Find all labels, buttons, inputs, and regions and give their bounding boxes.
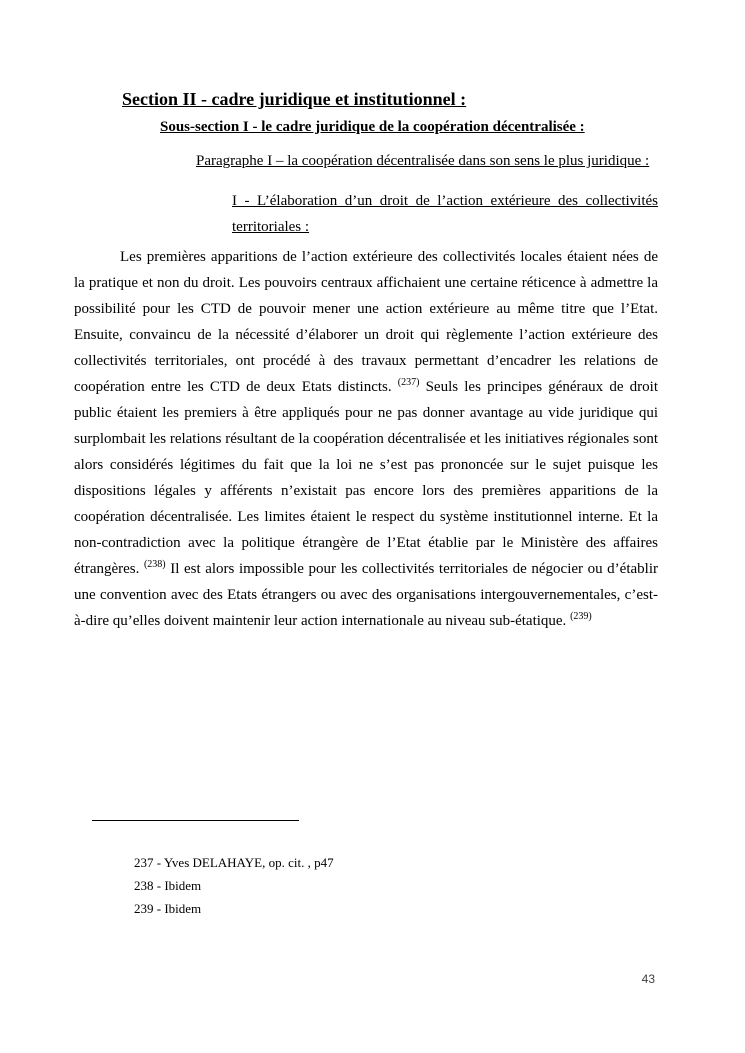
footnote-239: 239 - Ibidem: [134, 901, 202, 916]
body-paragraph: [74, 244, 658, 634]
footnote-237: 237 - Yves DELAHAYE, op. cit. , p47: [134, 855, 334, 870]
subsection-heading: Sous-section I - le cadre juridique de la coopération décentralisée :: [160, 119, 585, 135]
footnote-ref-238: (238): [143, 559, 166, 570]
paragraph-heading: Paragraphe I – la coopération décentralisée dans son sens le plus juridique :: [196, 153, 650, 169]
page-number: 43: [641, 972, 655, 986]
body-text-part-1: Les premières apparitions de l’action extérieure des collectivités locales étaient nées de la pratique et non du droit. Les pouvoirs centraux affichaient une certaine réticence à admettre la possibilité pour les CTD de pouvoir mener une action extérieure au même titre que l’Etat. Ensuite, convaincu de la nécessité d’élaborer un droit qui règlemente l’action extérieure des collectivités territoriales, ont procédé à des travaux permettant d’encadrer les relations de coopération entre les CTD de deux Etats distincts.: [74, 249, 658, 395]
section-heading: Section II - cadre juridique et institutionnel :: [122, 89, 467, 109]
body-text-part-3: Il est alors impossible pour les collectivités territoriales de négocier ou d’établir une convention avec des Etats étrangers ou avec des organisations intergouvernementales, c’est-à-dire qu’elles doivent maintenir leur action internationale au niveau sub-étatique.: [74, 561, 658, 629]
footnote-ref-237: (237): [397, 377, 420, 388]
footnote-separator: [92, 820, 299, 821]
footnote-238: 238 - Ibidem: [134, 878, 202, 893]
footnote-ref-239: (239): [570, 611, 592, 622]
body-text-part-2: Seuls les principes généraux de droit public étaient les premiers à être appliqués pour ne pas donner avantage au vide juridique qui surplombait les relations résultant de la coopération décentralisée et les initiatives régionales sont alors considérés légitimes du fait que la loi ne s’est pas prononcée sur le sujet puisque les dispositions légales y afférents n’existait pas encore lors des premières apparitions de la coopération décentralisée. Les limites étaient le respect du système institutionnel interne. Et la non-contradiction avec la politique étrangère de l’Etat établie par le Ministère des affaires étrangères.: [74, 379, 658, 577]
point-heading: I - L’élaboration d’un droit de l’action extérieure des collectivités territoriales :: [232, 193, 658, 235]
footnotes-block: [134, 851, 334, 920]
